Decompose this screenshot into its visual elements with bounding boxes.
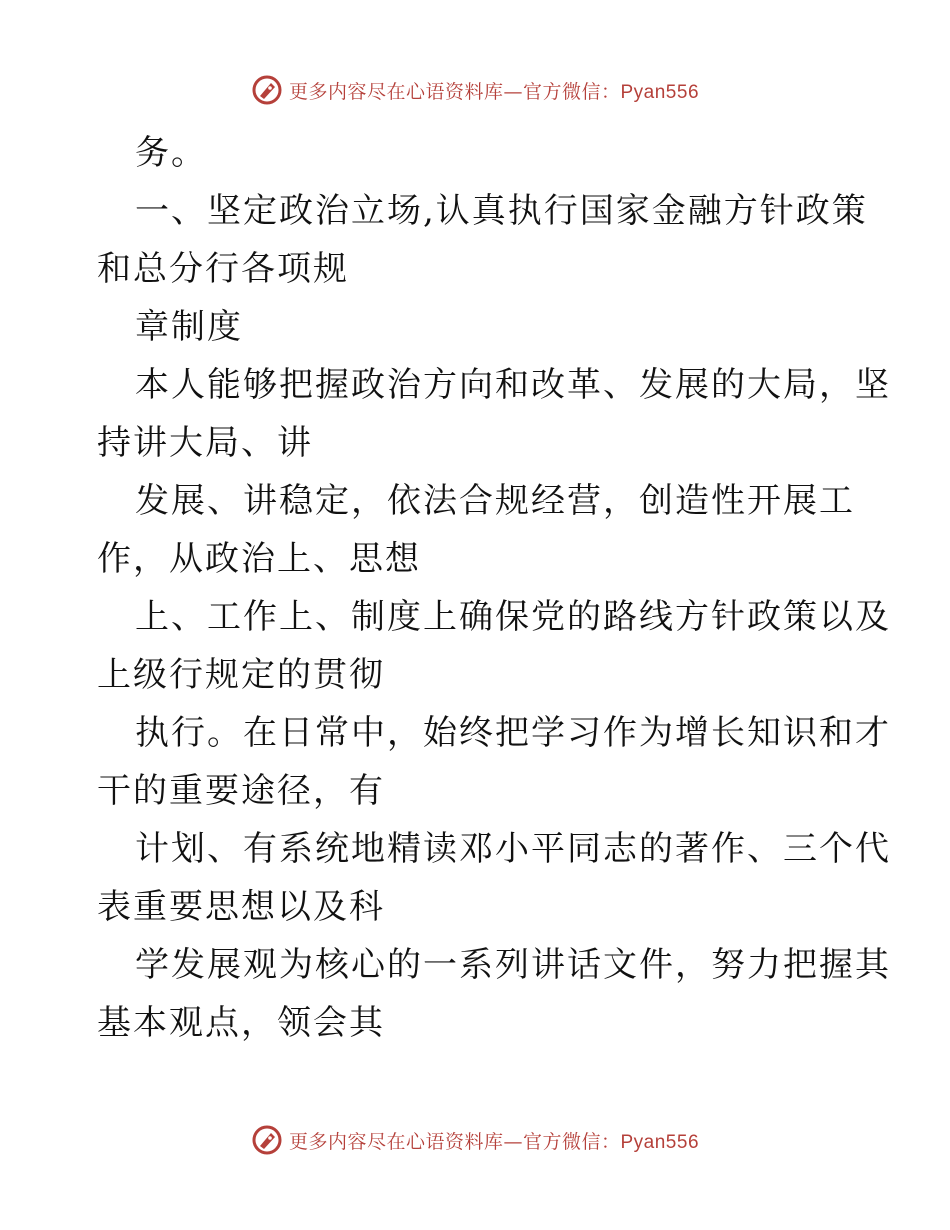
header-wechat-label: 官方微信： bbox=[522, 80, 621, 103]
body-line: 干的重要途径，有 bbox=[97, 771, 385, 811]
body-line: 上、工作上、制度上确保党的路线方针政策以及 bbox=[135, 597, 891, 637]
header-site-text: 更多内容尽在心语资料库 bbox=[288, 80, 504, 103]
pen-nib-logo-icon bbox=[251, 74, 283, 106]
footer-banner-text bbox=[289, 1127, 699, 1154]
body-line: 和总分行各项规 bbox=[97, 249, 349, 289]
section-heading-line: 一、坚定政治立场,认真执行国家金融方针政策 bbox=[135, 191, 868, 231]
body-line: 作，从政治上、思想 bbox=[97, 539, 421, 579]
body-line: 基本观点，领会其 bbox=[97, 1003, 385, 1043]
header-banner-text bbox=[289, 77, 699, 104]
body-line: 上级行规定的贯彻 bbox=[97, 655, 385, 695]
body-line: 执行。在日常中，始终把学习作为增长知识和才 bbox=[135, 713, 891, 753]
body-line: 发展、讲稳定，依法合规经营，创造性开展工 bbox=[135, 481, 855, 521]
footer-separator: — bbox=[503, 1130, 523, 1153]
footer-wechat-label: 官方微信： bbox=[522, 1130, 621, 1153]
header-separator: — bbox=[503, 80, 523, 103]
body-line: 表重要思想以及科 bbox=[97, 887, 385, 927]
header-watermark-banner bbox=[0, 70, 950, 110]
footer-site-text: 更多内容尽在心语资料库 bbox=[288, 1130, 504, 1153]
body-line: 章制度 bbox=[135, 307, 243, 347]
document-body bbox=[97, 124, 891, 1052]
body-line: 本人能够把握政治方向和改革、发展的大局，坚 bbox=[135, 365, 891, 405]
body-line: 计划、有系统地精读邓小平同志的著作、三个代 bbox=[135, 829, 891, 869]
body-line: 学发展观为核心的一系列讲话文件，努力把握其 bbox=[135, 945, 891, 985]
pen-nib-logo-icon bbox=[251, 1124, 283, 1156]
header-wechat-account: Pyan556 bbox=[620, 81, 700, 103]
body-line: 持讲大局、讲 bbox=[97, 423, 313, 463]
footer-wechat-account: Pyan556 bbox=[620, 1131, 700, 1153]
footer-watermark-banner bbox=[0, 1120, 950, 1160]
body-line: 务。 bbox=[135, 133, 207, 173]
